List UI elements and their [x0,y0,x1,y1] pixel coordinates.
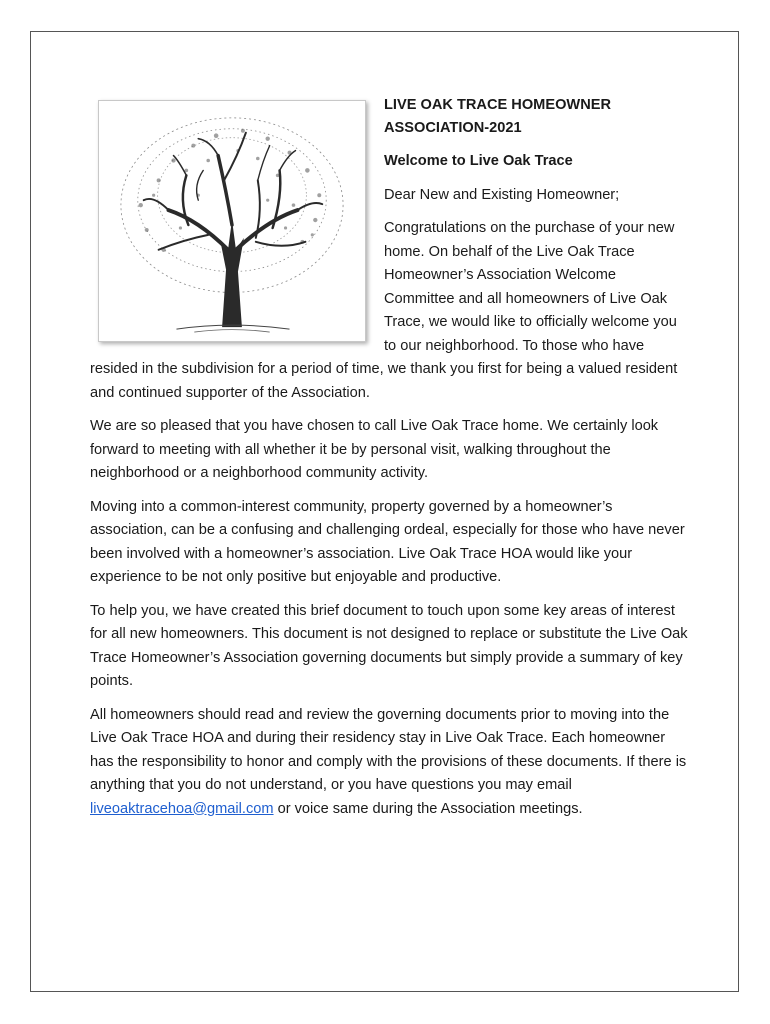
paragraph-congratulations: Congratulations on the purchase of your new home. On behalf of the Live Oak Trace Homeowner’s Association Welcome Committee and all homeowners of Live Oak Trace, we would like to officially welcome you to our neighborhood. To those who have resided in the subdivision for a period of time, we thank you first for being a valued resident and continued supporter of the Association. [90,220,678,401]
paragraph-help: To help you, we have created this brief document to touch upon some key areas of interest for all new homeowners. This document is not designed to replace or substitute the Live Oak Trace Homeowner’s Association governing documents but simply provide a summary of key points. [90,602,688,689]
email-link[interactable]: liveoaktracehoa@gmail.com [90,800,274,817]
paragraph-pleased: We are so pleased that you have chosen to call Live Oak Trace home. We certainly look forward to meeting with all whether it be by personal visit, walking throughout the neighborhood or a neighborhood community activity. [90,418,659,481]
paragraph-common-interest: Moving into a common-interest community, property governed by a homeowner’s association, can be a confusing and challenging ordeal, especially for those who have never been involved with a homeowner’s association. Live Oak Trace HOA would like your experience to be not only positive but enjoyable and productive. [90,498,685,585]
document-body [90,94,690,831]
oak-tree-illustration [98,100,366,342]
welcome-heading: Welcome to Live Oak Trace [384,153,573,169]
document-title: LIVE OAK TRACE HOMEOWNER ASSOCIATION-2021 [384,97,612,136]
paragraph-text-end: or voice same during the Association meetings. [273,800,583,817]
paragraph-text: All homeowners should read and review the governing documents prior to moving into the Live Oak Trace HOA and during their residency stay in Live Oak Trace. Each homeowner has the responsibility to honor and comply with the provisions of these documents. If there is anything that you do not understand, or you have questions you may email [90,706,687,793]
salutation: Dear New and Existing Homeowner; [384,186,620,203]
oak-tree-icon [99,101,365,341]
paragraph-governing-documents [90,704,690,822]
